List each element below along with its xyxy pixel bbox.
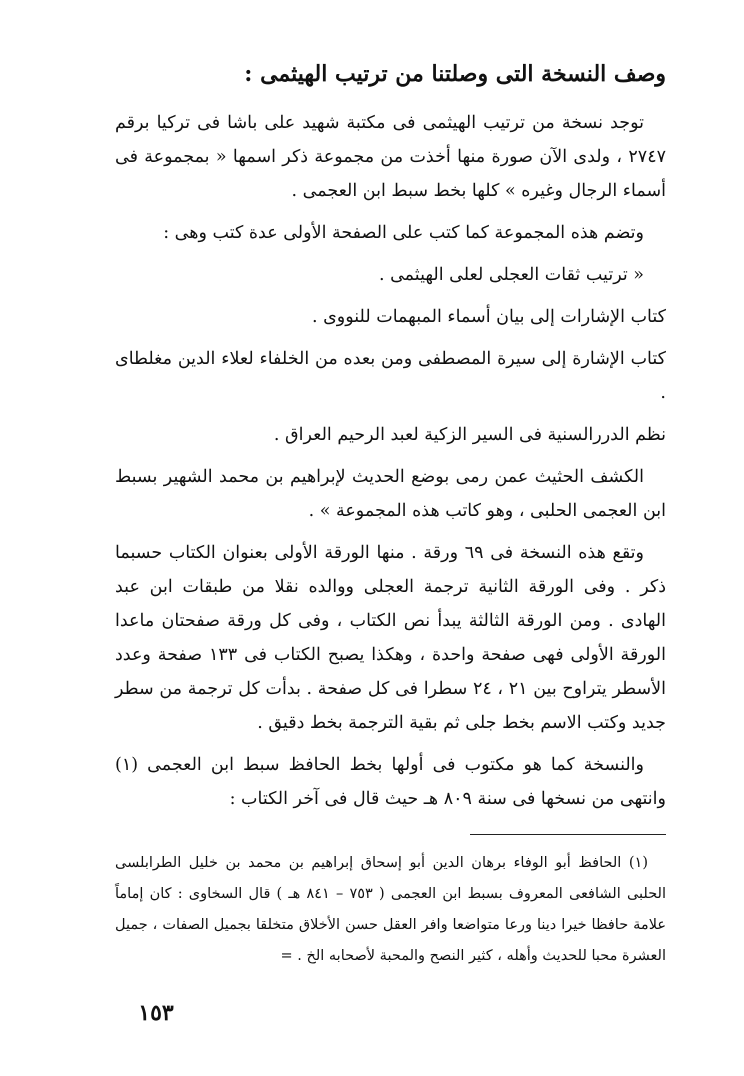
list-item-book-5: الكشف الحثيث عمن رمى بوضع الحديث لإبراهيم بن محمد الشهير بسبط ابن العجمى الحلبى ، وهو كاتب هذه المجموعة » .: [115, 467, 666, 521]
footnote-divider: [470, 834, 666, 835]
footnotes: [115, 848, 666, 972]
paragraph-copyist: والنسخة كما هو مكتوب فى أولها بخط الحافظ سبط ابن العجمى (١) وانتهى من نسخها فى سنة ٨٠٩ هـ حيث قال فى آخر الكتاب :: [115, 755, 666, 809]
list-item-book-1: « ترتيب ثقات العجلى لعلى الهيثمى .: [378, 265, 644, 285]
list-item-book-2: كتاب الإشارات إلى بيان أسماء المبهمات للنووى .: [311, 307, 666, 327]
list-item-book-3: كتاب الإشارة إلى سيرة المصطفى ومن بعده من الخلفاء لعلاء الدين مغلطاى .: [115, 349, 666, 403]
page-number: ١٥٣: [138, 1000, 174, 1026]
section-heading: وصف النسخة التى وصلتنا من ترتيب الهيثمى :: [244, 61, 666, 87]
footnote-1: (١) الحافظ أبو الوفاء برهان الدين أبو إسحاق إبراهيم بن محمد بن خليل الطرابلسى الحلبى الشافعى المعروف بسبط ابن العجمى ( ٧٥٣ – ٨٤١ هـ ) قال السخاوى : كان إماماً علامة حافظا خيرا دينا ورعا متواضعا وافر العقل حسن الأخلاق متخلقا بجميل الصفات ، جميل العشرة محبا للحديث وأهله ، كثير النصح والمحبة لأصحابه الخ . =: [115, 855, 667, 964]
paragraph-manuscript-description: وتقع هذه النسخة فى ٦٩ ورقة . منها الورقة الأولى بعنوان الكتاب حسبما ذكر . وفى الورقة الثانية ترجمة العجلى ووالده نقلا من طبقات ابن عبد الهادى . ومن الورقة الثالثة يبدأ نص الكتاب ، وفى كل ورقة صفحتان ماعدا الورقة الأولى فهى صفحة واحدة ، وهكذا يصبح الكتاب فى ١٣٣ صفحة وعدد الأسطر يتراوح بين ٢١ ، ٢٤ سطرا فى كل صفحة . بدأت كل ترجمة من سطر جديد وكتب الاسم بخط جلى ثم بقية الترجمة بخط دقيق .: [115, 543, 666, 733]
paragraph-collection-contents: وتضم هذه المجموعة كما كتب على الصفحة الأولى عدة كتب وهى :: [163, 223, 644, 243]
list-item-book-4: نظم الدررالسنية فى السير الزكية لعبد الرحيم العراق .: [273, 425, 666, 445]
paragraph-manuscript-location: توجد نسخة من ترتيب الهيثمى فى مكتبة شهيد على باشا فى تركيا برقم ٢٧٤٧ ، ولدى الآن صورة منها أخذت من مجموعة ذكر اسمها « بمجموعة فى أسماء الرجال وغيره » كلها بخط سبط ابن العجمى .: [115, 113, 666, 201]
